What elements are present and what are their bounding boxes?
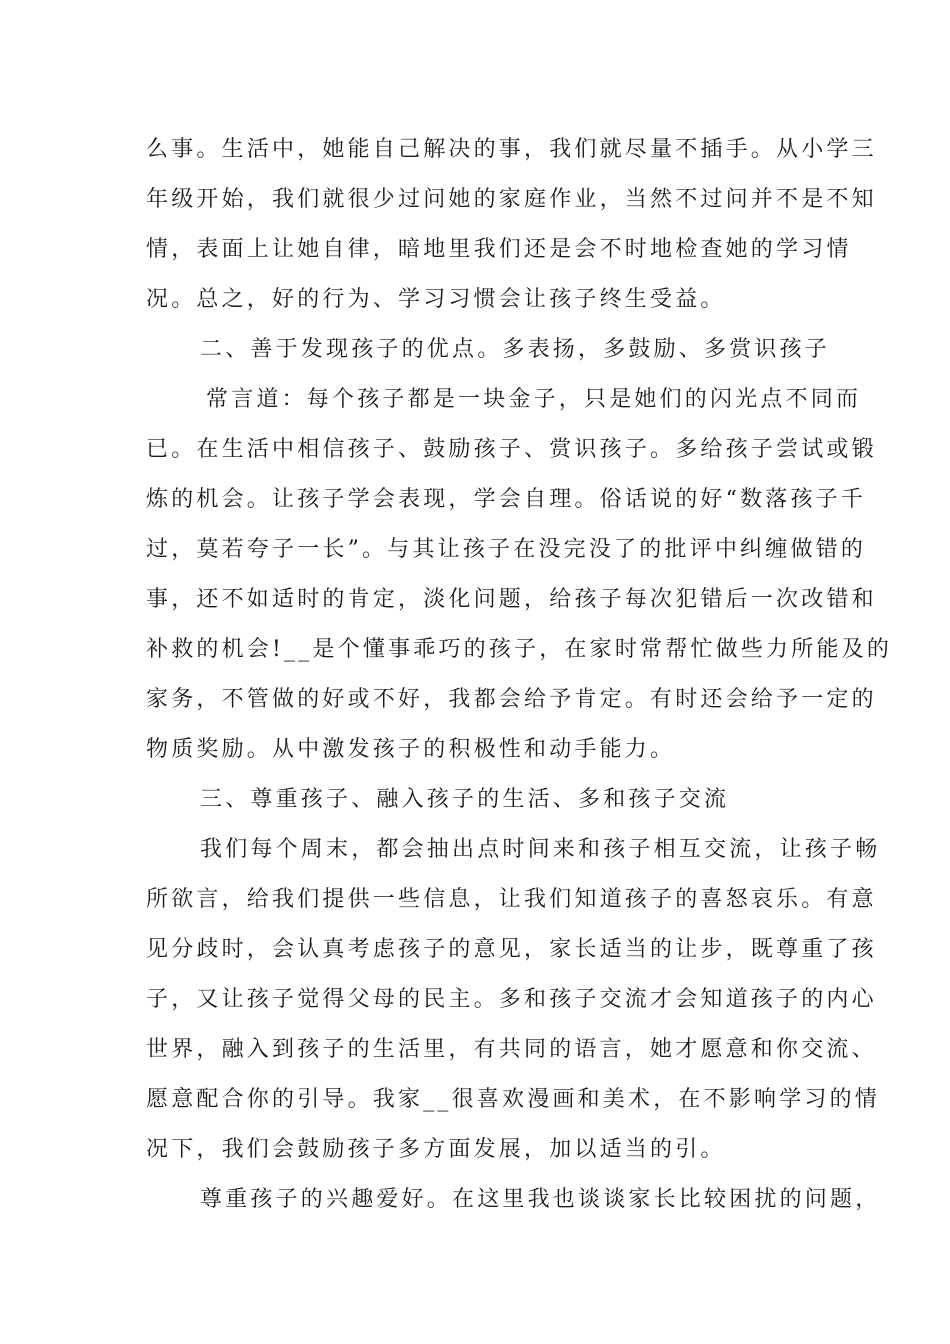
- text-line: 见分歧时，会认真考虑孩子的意见，家长适当的让步，既尊重了孩: [146, 937, 877, 962]
- text-line: 事，还不如适时的肯定，淡化问题，给孩子每次犯错后一次改错和: [146, 587, 877, 612]
- text-line: 已。在生活中相信孩子、鼓励孩子、赏识孩子。多给孩子尝试或锻: [146, 437, 877, 462]
- section-heading-2: 二、善于发现孩子的优点。多表扬，多鼓励、多赏识孩子: [200, 337, 831, 362]
- text-line: 补救的机会!__是个懂事乖巧的孩子，在家时常帮忙做些力所能及的: [146, 637, 893, 662]
- text-line: 所欲言，给我们提供一些信息，让我们知道孩子的喜怒哀乐。有意: [146, 887, 877, 912]
- text-line: 况。总之，好的行为、学习习惯会让孩子终生受益。: [146, 287, 726, 312]
- text-line: 子，又让孩子觉得父母的民主。多和孩子交流才会知道孩子的内心: [146, 987, 877, 1012]
- text-line: 世界，融入到孩子的生活里，有共同的语言，她才愿意和你交流、: [146, 1037, 877, 1062]
- text-line: 年级开始，我们就很少过问她的家庭作业，当然不过问并不是不知: [146, 187, 877, 212]
- text-line: 家务，不管做的好或不好，我都会给予肯定。有时还会给予一定的: [146, 687, 877, 712]
- text-line: 我们每个周末，都会抽出点时间来和孩子相互交流，让孩子畅: [200, 837, 881, 862]
- text-line: 情，表面上让她自律，暗地里我们还是会不时地检查她的学习情: [146, 237, 852, 262]
- text-line: 愿意配合你的引导。我家__很喜欢漫画和美术，在不影响学习的情: [146, 1087, 881, 1112]
- text-line: 尊重孩子的兴趣爱好。在这里我也谈谈家长比较困扰的问题，: [200, 1187, 881, 1212]
- text-line: 常言道：每个孩子都是一块金子，只是她们的闪光点不同而: [206, 387, 862, 412]
- text-line: 况下，我们会鼓励孩子多方面发展，加以适当的引。: [146, 1137, 726, 1162]
- text-line: 么事。生活中，她能自己解决的事，我们就尽量不插手。从小学三: [146, 137, 877, 162]
- text-line: 炼的机会。让孩子学会表现，学会自理。俗话说的好“数落孩子千: [146, 487, 867, 512]
- text-line: 过，莫若夸子一长”。与其让孩子在没完没了的批评中纠缠做错的: [146, 537, 867, 562]
- text-line: 物质奖励。从中激发孩子的积极性和动手能力。: [146, 737, 676, 762]
- section-heading-3: 三、尊重孩子、融入孩子的生活、多和孩子交流: [200, 787, 730, 812]
